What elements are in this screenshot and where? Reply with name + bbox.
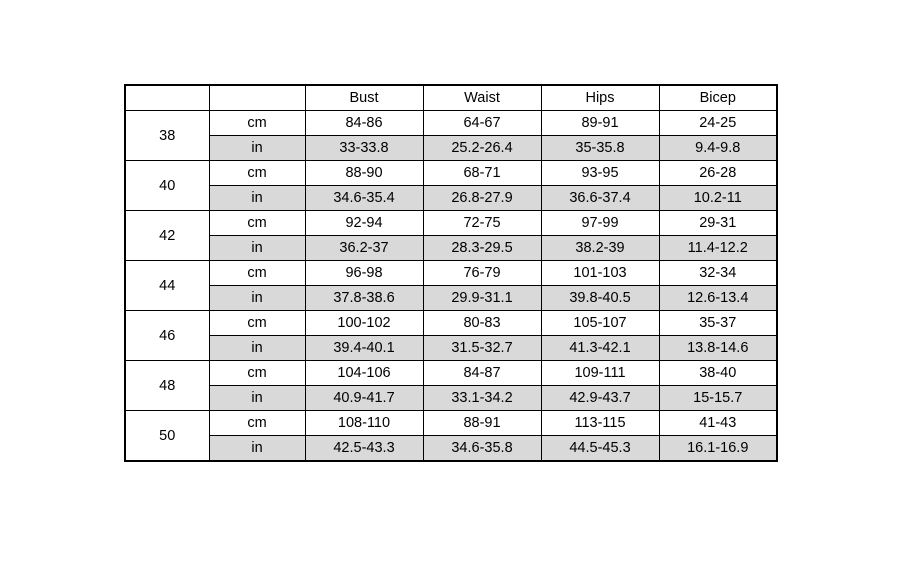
size-chart-table: [124, 84, 778, 462]
header-waist: Waist: [423, 85, 541, 111]
unit-label: cm: [209, 161, 305, 186]
table-row: [125, 161, 777, 186]
table-row: [125, 336, 777, 361]
cell-hips: 39.8-40.5: [541, 286, 659, 311]
unit-label: cm: [209, 261, 305, 286]
cell-bicep: 10.2-11: [659, 186, 777, 211]
cell-bust: 108-110: [305, 411, 423, 436]
cell-bust: 34.6-35.4: [305, 186, 423, 211]
cell-hips: 113-115: [541, 411, 659, 436]
unit-label: in: [209, 186, 305, 211]
table-row: [125, 211, 777, 236]
table-row: [125, 386, 777, 411]
cell-bust: 92-94: [305, 211, 423, 236]
header-hips: Hips: [541, 85, 659, 111]
size-label: 38: [125, 111, 209, 161]
cell-waist: 88-91: [423, 411, 541, 436]
cell-hips: 89-91: [541, 111, 659, 136]
table-row: [125, 186, 777, 211]
cell-bust: 33-33.8: [305, 136, 423, 161]
cell-hips: 44.5-45.3: [541, 436, 659, 462]
cell-waist: 68-71: [423, 161, 541, 186]
size-label: 44: [125, 261, 209, 311]
table-row: [125, 236, 777, 261]
cell-bust: 39.4-40.1: [305, 336, 423, 361]
size-label: 46: [125, 311, 209, 361]
cell-bust: 96-98: [305, 261, 423, 286]
size-label: 40: [125, 161, 209, 211]
header-unit-blank: [209, 85, 305, 111]
size-label: 42: [125, 211, 209, 261]
cell-waist: 64-67: [423, 111, 541, 136]
cell-bicep: 24-25: [659, 111, 777, 136]
cell-bicep: 41-43: [659, 411, 777, 436]
cell-bust: 37.8-38.6: [305, 286, 423, 311]
table-row: [125, 111, 777, 136]
cell-bicep: 26-28: [659, 161, 777, 186]
cell-hips: 93-95: [541, 161, 659, 186]
cell-waist: 33.1-34.2: [423, 386, 541, 411]
cell-waist: 25.2-26.4: [423, 136, 541, 161]
table-row: [125, 311, 777, 336]
table-row: [125, 286, 777, 311]
cell-bust: 100-102: [305, 311, 423, 336]
cell-waist: 76-79: [423, 261, 541, 286]
cell-bust: 104-106: [305, 361, 423, 386]
unit-label: in: [209, 286, 305, 311]
cell-bicep: 29-31: [659, 211, 777, 236]
cell-bicep: 13.8-14.6: [659, 336, 777, 361]
header-bicep: Bicep: [659, 85, 777, 111]
cell-bicep: 16.1-16.9: [659, 436, 777, 462]
cell-bicep: 35-37: [659, 311, 777, 336]
cell-waist: 29.9-31.1: [423, 286, 541, 311]
cell-hips: 105-107: [541, 311, 659, 336]
unit-label: cm: [209, 411, 305, 436]
cell-bust: 42.5-43.3: [305, 436, 423, 462]
header-size-blank: [125, 85, 209, 111]
unit-label: cm: [209, 211, 305, 236]
table-row: [125, 436, 777, 462]
cell-bicep: 12.6-13.4: [659, 286, 777, 311]
cell-bicep: 32-34: [659, 261, 777, 286]
table-body: [125, 111, 777, 462]
cell-waist: 28.3-29.5: [423, 236, 541, 261]
cell-waist: 34.6-35.8: [423, 436, 541, 462]
cell-hips: 101-103: [541, 261, 659, 286]
cell-bust: 36.2-37: [305, 236, 423, 261]
cell-waist: 84-87: [423, 361, 541, 386]
unit-label: cm: [209, 311, 305, 336]
cell-bust: 84-86: [305, 111, 423, 136]
cell-hips: 36.6-37.4: [541, 186, 659, 211]
unit-label: in: [209, 136, 305, 161]
table-row: [125, 261, 777, 286]
cell-bicep: 38-40: [659, 361, 777, 386]
cell-hips: 97-99: [541, 211, 659, 236]
cell-hips: 109-111: [541, 361, 659, 386]
cell-bicep: 9.4-9.8: [659, 136, 777, 161]
table-row: [125, 361, 777, 386]
cell-hips: 41.3-42.1: [541, 336, 659, 361]
cell-bicep: 11.4-12.2: [659, 236, 777, 261]
cell-hips: 38.2-39: [541, 236, 659, 261]
cell-bust: 88-90: [305, 161, 423, 186]
size-chart-container: [124, 84, 776, 462]
header-bust: Bust: [305, 85, 423, 111]
size-label: 48: [125, 361, 209, 411]
cell-waist: 80-83: [423, 311, 541, 336]
cell-hips: 42.9-43.7: [541, 386, 659, 411]
cell-bust: 40.9-41.7: [305, 386, 423, 411]
cell-waist: 72-75: [423, 211, 541, 236]
unit-label: in: [209, 236, 305, 261]
cell-hips: 35-35.8: [541, 136, 659, 161]
cell-waist: 26.8-27.9: [423, 186, 541, 211]
table-header: [125, 85, 777, 111]
cell-bicep: 15-15.7: [659, 386, 777, 411]
unit-label: in: [209, 336, 305, 361]
header-row: [125, 85, 777, 111]
table-row: [125, 411, 777, 436]
unit-label: in: [209, 436, 305, 462]
cell-waist: 31.5-32.7: [423, 336, 541, 361]
unit-label: cm: [209, 361, 305, 386]
unit-label: cm: [209, 111, 305, 136]
table-row: [125, 136, 777, 161]
unit-label: in: [209, 386, 305, 411]
size-label: 50: [125, 411, 209, 462]
